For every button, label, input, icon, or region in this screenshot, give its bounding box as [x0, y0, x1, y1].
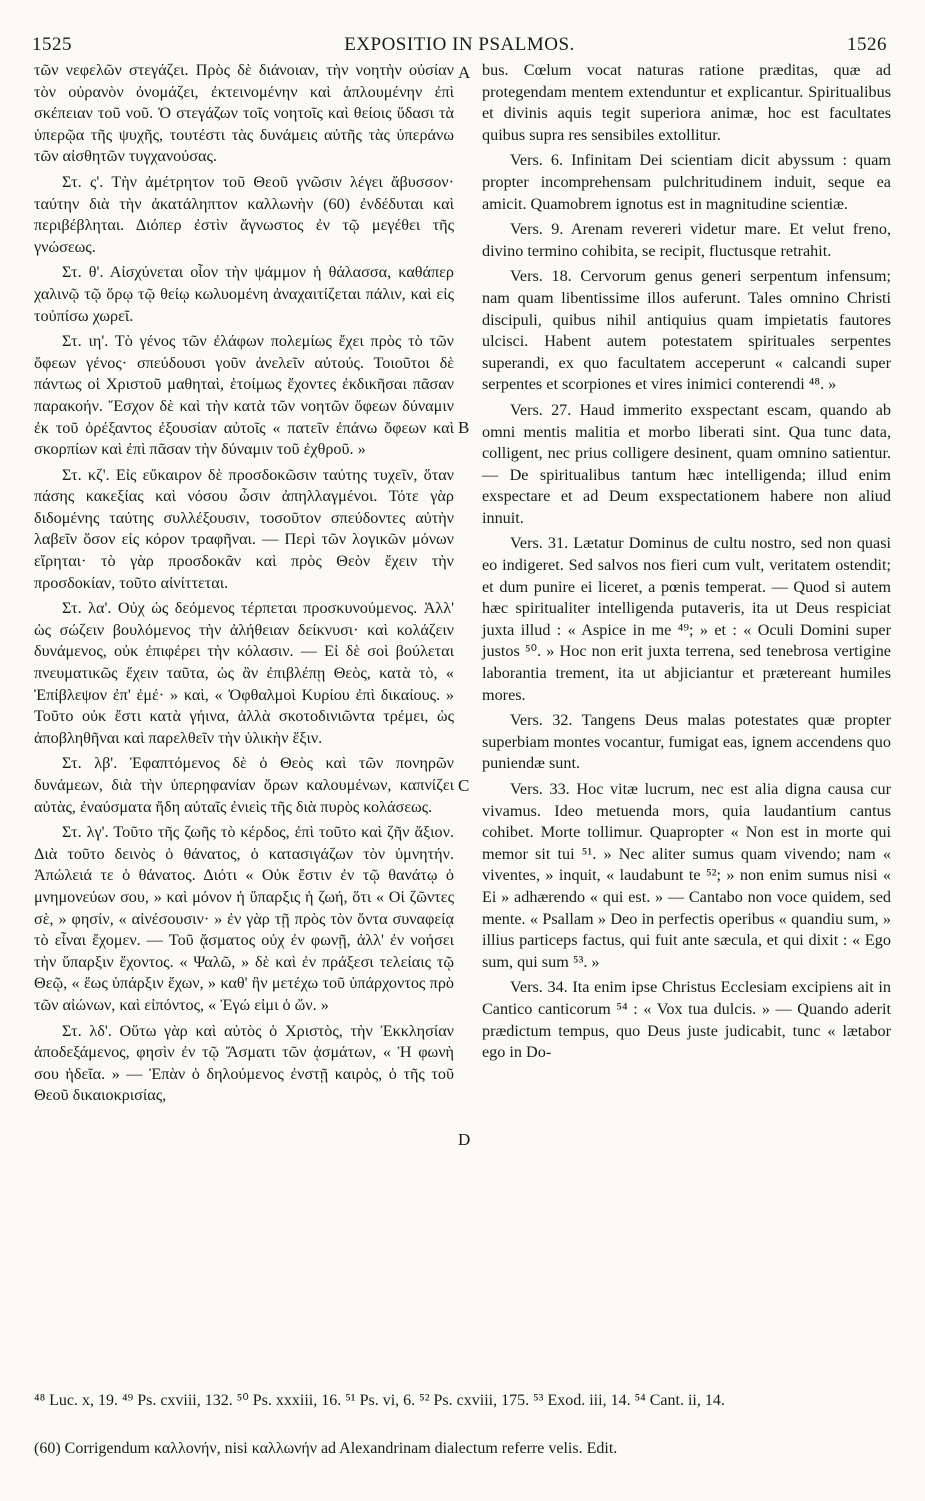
margin-marker-c: C: [458, 776, 470, 795]
margin-marker-b: B: [458, 418, 470, 437]
greek-paragraph: τῶν νεφελῶν στεγάζει. Πρὸς δὲ διάνοιαν, τὴν νοητὴν οὐσίαν τὸν οὐρανὸν ὀνομάζει, ἐκτεινομένην καὶ ἁπλουμένην ἐπὶ σκέπειαν τοῦ νοῦ. Ὁ στεγάζων τοῖς νοητοῖς καὶ θείοις ὕδασι τὰ ὑπερῷα τῆς ψυχῆς, τουτέστι τὰς δυνάμεις αὐτῆς τὰς ὑπεράνω τῶν αἰσθητῶν τυγχανούσας.: [34, 61, 454, 166]
greek-paragraph: Στ. ιη'. Τὸ γένος τῶν ἐλάφων πολεμίως ἔχει πρὸς τὸ τῶν ὄφεων γένος· σπεύδουσι γοῦν ἀνελεῖν αὐτούς. Τοιοῦτοι δὲ πάντως οἱ Χριστοῦ μαθηταὶ, ἑτοίμως ἔχοντες ἐκδικῆσαι πᾶσαν παρακοήν. Ἔσχον δὲ καὶ τὴν κατὰ τῶν νοητῶν ὄφεων δύναμιν ἐκ τοῦ ὀρέξαντος ἐξουσίαν αὐτοῖς « πατεῖν ἐπάνω ὄφεων καὶ σκορπίων καὶ ἐπὶ πᾶσαν τὴν δύναμιν τοῦ ἐχθροῦ. »: [34, 332, 454, 459]
greek-paragraph: Στ. θ'. Αἰσχύνεται οἷον τὴν ψάμμον ἡ θάλασσα, καθάπερ χαλινῷ τῷ ὅρῳ τῷ θείῳ κωλυομένη ἀναχαιτίζεται πάλιν, καὶ εἰς τοὐπίσω χωρεῖ.: [34, 263, 454, 325]
right-page-number: 1526: [846, 34, 887, 55]
greek-paragraph: Στ. λα'. Οὐχ ὡς δεόμενος τέρπεται προσκυνούμενος. Ἀλλ' ὡς σώζειν βουλόμενος τὴν ἀλήθειαν δείκνυσι· καὶ κολάζειν δυνάμενος, οὐκ ἐπιφέρει τὴν κόλασιν. — Εἰ δὲ σοὶ βούλεται πνευματικῶς ἔχειν ταῦτα, ὡς ἂν ἐπιβλέπῃ Θεὸς, κατὰ τὸ, « Ἐπίβλεψον ἐπ' ἐμέ· » καὶ, « Ὀφθαλμοὶ Κυρίου ἐπὶ δικαίους. » Τοῦτο οὐκ ἔστι κατὰ γήινα, ἀλλὰ σκοτοδινιῶντα τρέμει, ὡς ἀποβληθῆναι καὶ παρελθεῖν τὴν ὑλικὴν ἕξιν.: [34, 599, 454, 747]
latin-paragraph: Vers. 31. Lætatur Dominus de cultu nostro, sed non quasi eo indigeret. Sed salvos nos fieri cum vult, veritatem ostendit; et dum punire ei liceret, a pœnis temperat. — Quod si autem hæc spiritualiter intelligenda putaveris, ita ut Deus respiciat juxta illud : « Aspice in me ⁴⁹; » et : « Oculi Domini super justos ⁵⁰. » Hoc non erit juxta terrena, sed tenebrosa vertigine laborantia trement, ita ut abjiciantur et prætereant humiles mores.: [482, 534, 891, 704]
latin-paragraph: Vers. 34. Ita enim ipse Christus Ecclesiam excipiens ait in Cantico canticorum ⁵⁴ : « Vox tua dulcis. » — Quando aderit prædictum tempus, quo Deus juste judicabit, tunc « lætabor ego in Do-: [482, 978, 891, 1062]
latin-column: [482, 60, 891, 1068]
greek-column: [34, 60, 454, 1111]
greek-paragraph: Στ. λγ'. Τοῦτο τῆς ζωῆς τὸ κέρδος, ἐπὶ τοῦτο καὶ ζῆν ἄξιον. Διὰ τοῦτο δεινὸς ὁ θάνατος, ὁ κατασιγάζων τὸν ὑμνητήν. Ἀπώλειά τε ὁ θάνατος. Διότι « Οὐκ ἔστιν ἐν τῷ θανάτῳ ὁ μνημονεύων σου, » καὶ μόνον ἡ ὕπαρξις ἡ ζωή, ὅτι « Οἱ ζῶντες σὲ, » φησίν, « αἰνέσουσιν· » ἐν γὰρ τῇ πρὸς τὸν ὄντα συναφείᾳ τὸ εἶναι ἔχομεν. — Τοῦ ᾄσματος οὐχ ἐν φωνῇ, ἀλλ' ἐν νοήσει τὴν ὕπαρξιν ἔχοντος. « Ψαλῶ, » δὲ καὶ ἐν πράξεσι τελείαις τῷ Θεῷ, « ἕως ὑπάρξιν ἔχων, » καθ' ἣν μετέχω τοῦ ὑπάρχοντος πρὸ τῶν αἰώνων, καὶ εἰπόντος, « Ἐγώ εἰμι ὁ ὤν. »: [34, 823, 454, 1014]
latin-paragraph: Vers. 32. Tangens Deus malas potestates quæ propter superbiam montes vocantur, fumigat eas, ignem accendens quo puniendæ sunt.: [482, 711, 891, 773]
greek-paragraph: Στ. λβ'. Ἐφαπτόμενος δὲ ὁ Θεὸς καὶ τῶν πονηρῶν δυνάμεων, διὰ τὴν ὑπερηφανίαν ὄρων καλουμένων, καπνίζει αὐτὰς, ἐναύσματα ἤδη αὐταῖς ἐνιεὶς τῆς διὰ πυρὸς κολάσεως.: [34, 754, 454, 816]
editor-note: (60) Corrigendum καλλονήν, nisi καλλωνήν ad Alexandrinam dialectum referre velis. Edit.: [34, 1440, 618, 1457]
greek-paragraph: Στ. ς'. Τὴν ἀμέτρητον τοῦ Θεοῦ γνῶσιν λέγει ἄβυσσον· ταύτην διὰ τὴν ἀκατάληπτον καλλωνὴν (60) ἐνδέδυται καὶ περιβέβληται. Διόπερ ἐστὶν ἄγνωστος ἐν τῷ μεγέθει τῆς γνώσεως.: [34, 172, 454, 256]
left-page-number: 1525: [32, 34, 72, 55]
latin-paragraph: bus. Cœlum vocat naturas ratione præditas, quæ ad protegendam mentem extenduntur et explicantur. Spiritualibus et divinis aquis tegit superiora animæ, hoc est facultates quibus supra res sensibiles extollitur.: [482, 61, 891, 144]
running-header: [32, 33, 887, 57]
greek-paragraph: Στ. λδ'. Οὕτω γὰρ καὶ αὐτὸς ὁ Χριστὸς, τὴν Ἐκκλησίαν ἀποδεξάμενος, φησὶν ἐν τῷ Ἄσματι τῶν ᾀσμάτων, « Ἡ φωνὴ σου ἡδεῖα. » — Ἐπὰν ὁ δηλούμενος ἐνστῇ καιρὸς, ὁ τῆς τοῦ Θεοῦ δικαιοκρισίας,: [34, 1021, 454, 1105]
margin-marker-d: D: [458, 1130, 471, 1149]
latin-paragraph: Vers. 9. Arenam revereri videtur mare. Et velut freno, divino termino cohibita, se recipit, fluctusque retrahit.: [482, 220, 891, 260]
footnotes: ⁴⁸ Luc. x, 19. ⁴⁹ Ps. cxviii, 132. ⁵⁰ Ps. xxxiii, 16. ⁵¹ Ps. vi, 6. ⁵² Ps. cxviii, 175. ⁵³ Exod. iii, 14. ⁵⁴ Cant. ii, 14.: [34, 1392, 725, 1409]
latin-paragraph: Vers. 33. Hoc vitæ lucrum, nec est alia digna causa cur vivamus. Ideo metuenda mors, quia laudantium cantus cohibet. Morte tollimur. Quapropter « Non est in morte qui memor sit tui ⁵¹. » Nec aliter sumus quam vivendo; nam « viventes, » inquit, « laudabunt te ⁵²; » non enim sumus nisi « Ei » adhærendo « qui est. » — Cantabo non voce quidem, sed mente. « Psallam » Deo in perfectis operibus « quandiu sum, » illius particeps factus, qui fuit ante sæcula, et qui dixit : « Ego sum, qui sum ⁵³. »: [482, 780, 891, 971]
running-title: EXPOSITIO IN PSALMOS.: [344, 34, 575, 55]
latin-paragraph: Vers. 18. Cervorum genus generi serpentum infensum; nam quam libentissime illos auferunt. Tales omnino Christi discipuli, quibus nihil antiquius quam impietatis fautores ulcisci. Habent autem potestatem spirituales serpentes superandi, ex quo facultatem acceperunt « calcandi super serpentes et scorpiones et vires inimici conterendi ⁴⁸. »: [482, 267, 891, 394]
latin-paragraph: Vers. 27. Haud immerito exspectant escam, quando ab omni mentis malitia et morbo liberati sint. Qua tunc data, colligent, nec prius colligere desinent, quam omnino satientur. — De spiritualibus tantum hæc intelligenda; illud enim exspectare et ad Deum exspectationem habere non aliud innuit.: [482, 400, 891, 527]
greek-paragraph: Στ. κζ'. Εἰς εὔκαιρον δὲ προσδοκῶσιν ταύτης τυχεῖν, ὅταν πάσης κακεξίας καὶ νόσου ὦσιν ἀπηλλαγμένοι. Τότε γὰρ διδομένης ταύτης συλλέξουσιν, τοσοῦτον σπεύδοντες αὐτὴν λαβεῖν ὅσον εἰς κόρον τραφῆναι. — Περὶ τῶν λογικῶν μόνων εἴρηται· τὸ γὰρ προσδοκᾶν καὶ πρὸς Θεὸν ἔχειν τὴν προσδοκίαν, τοῦτο αἰνίττεται.: [34, 465, 454, 592]
latin-paragraph: Vers. 6. Infinitam Dei scientiam dicit abyssum : quam propter incomprehensam pulchritudinem induit, seque ea amicit. Quamobrem ignotus est in magnitudine scientiæ.: [482, 151, 891, 213]
margin-marker-a: A: [458, 63, 471, 82]
